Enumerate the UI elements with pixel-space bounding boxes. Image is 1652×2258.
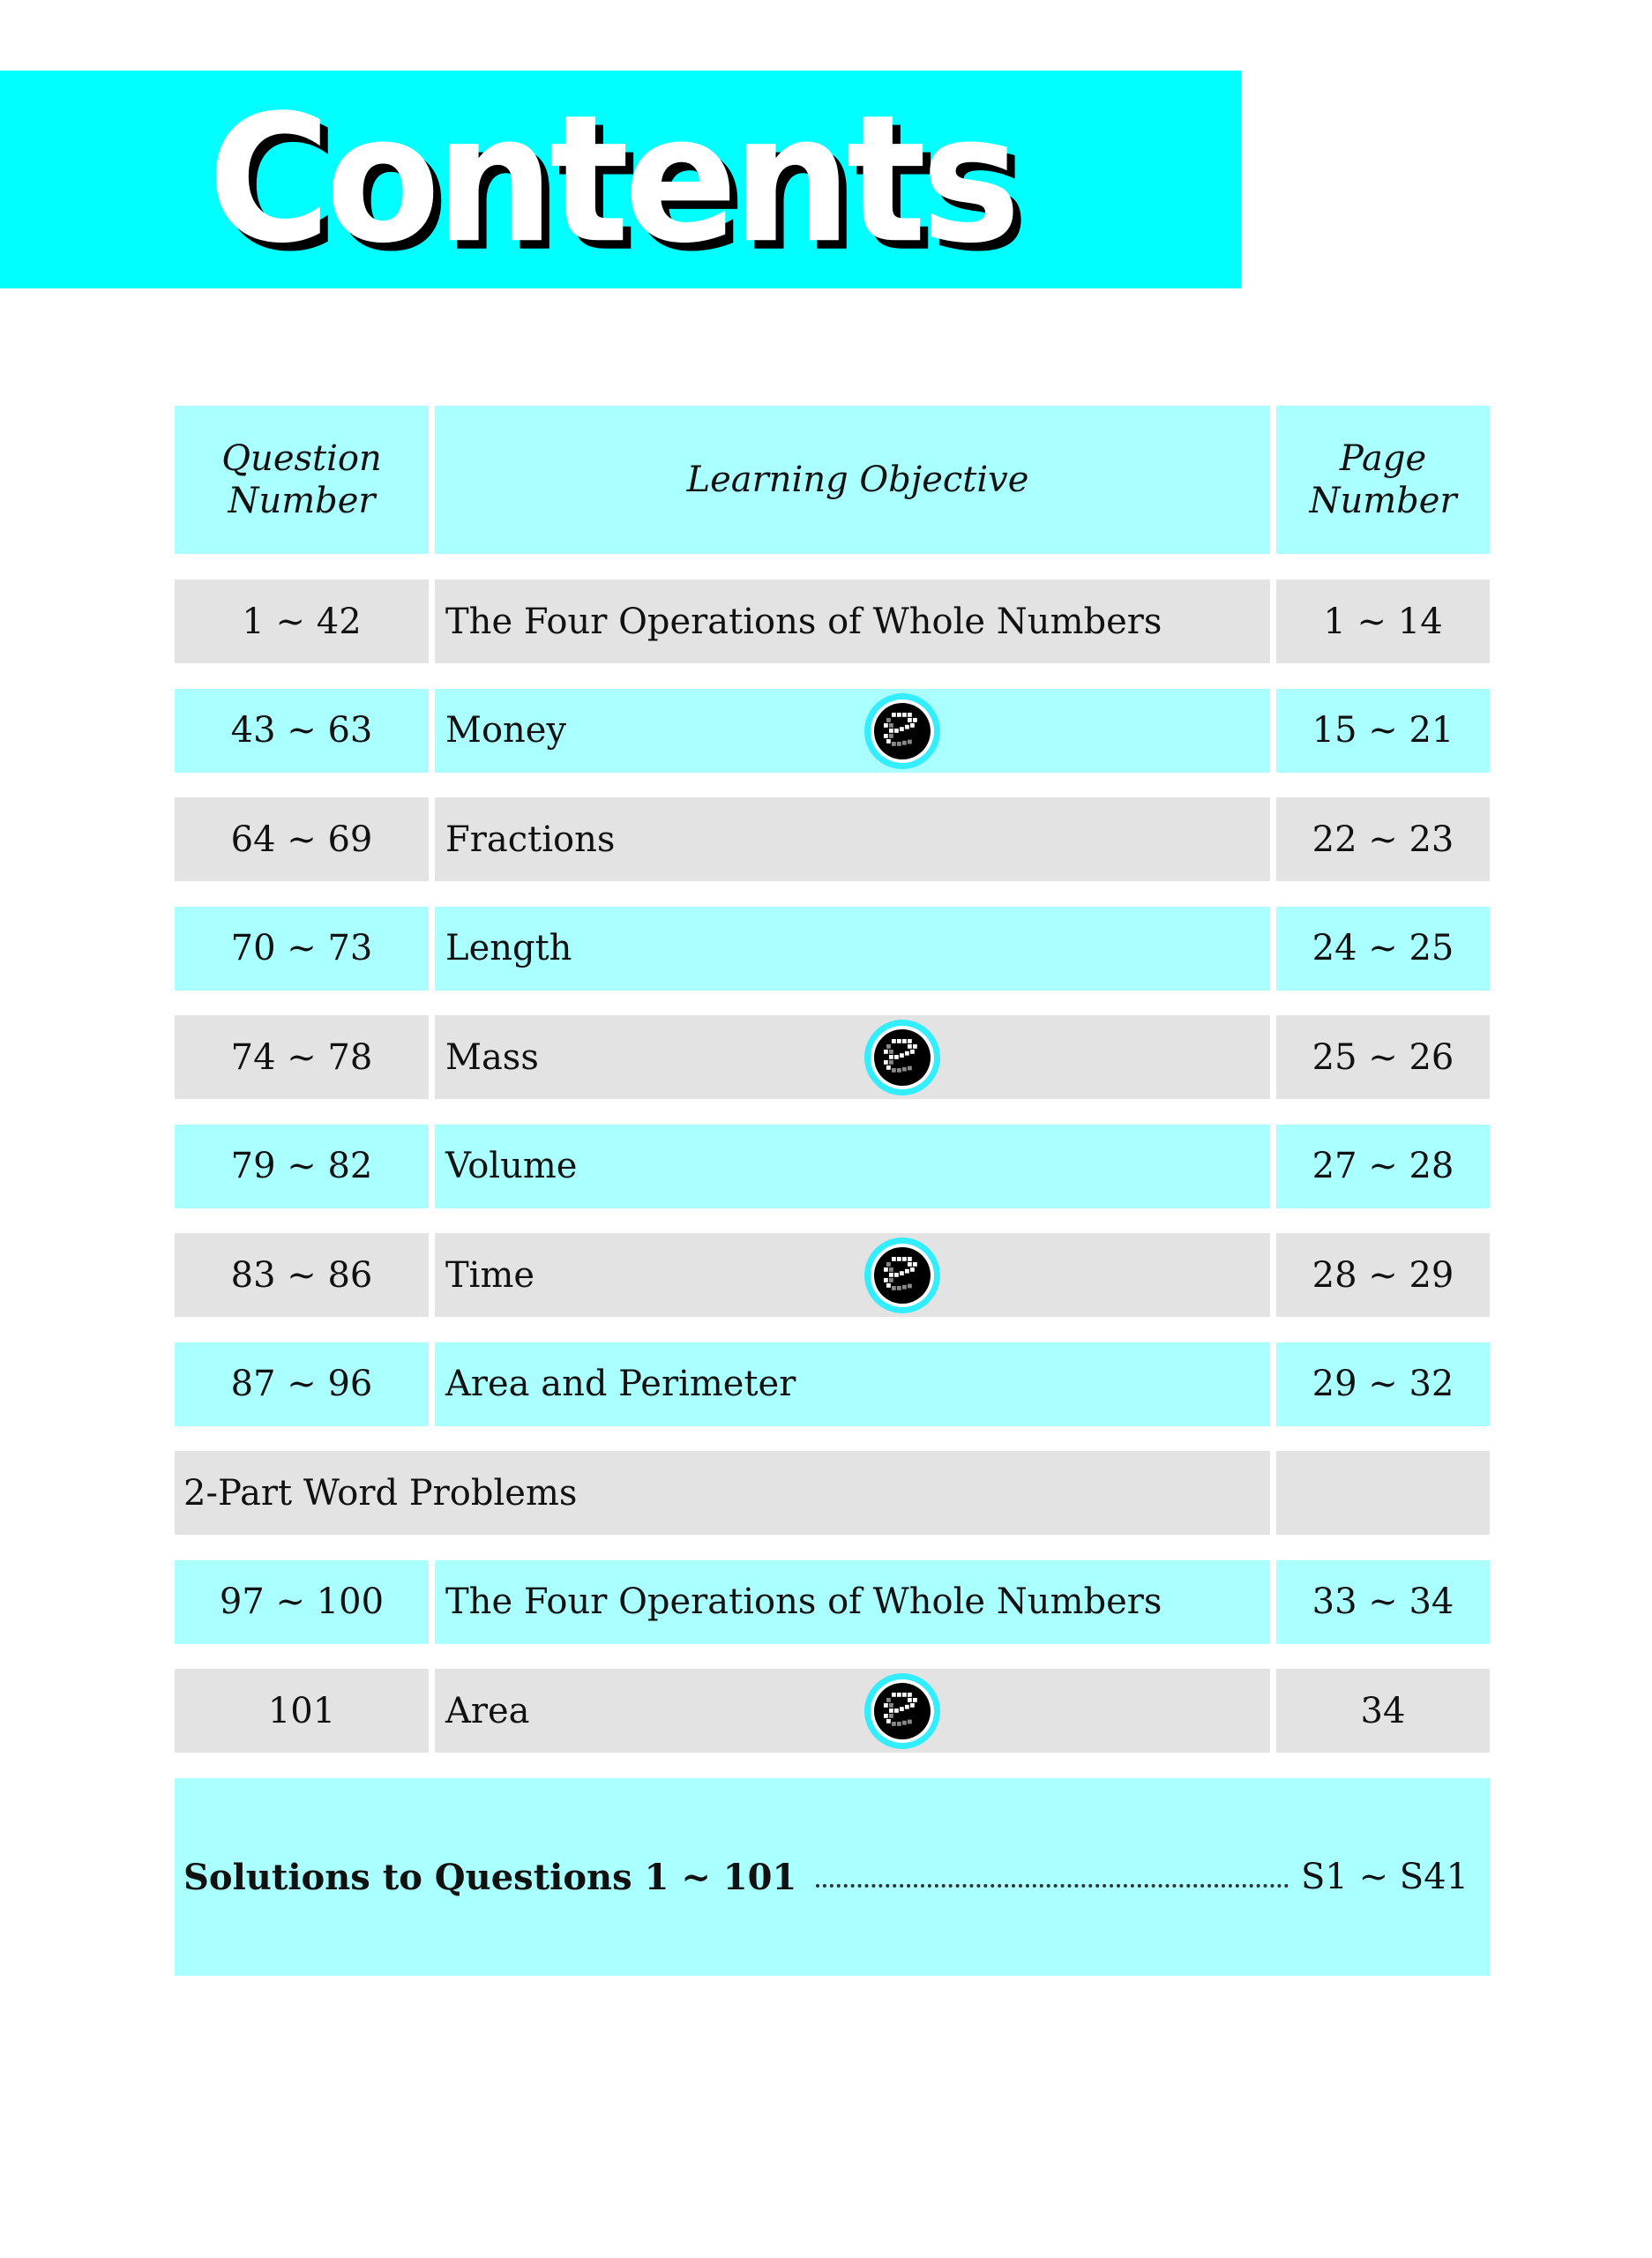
question-range: 87 ~ 96 [175, 1342, 429, 1426]
page-range: 24 ~ 25 [1276, 907, 1490, 991]
table-row[interactable] [175, 797, 1490, 881]
learning-objective: Mass [435, 1015, 1270, 1099]
page-range: 27 ~ 28 [1276, 1125, 1490, 1208]
question-range: 64 ~ 69 [175, 797, 429, 881]
table-row[interactable] [175, 1342, 1490, 1426]
question-range: 83 ~ 86 [175, 1233, 429, 1317]
question-range: 70 ~ 73 [175, 907, 429, 991]
page-range: 1 ~ 14 [1276, 579, 1490, 663]
solutions-label: Solutions to Questions 1 ~ 101 [183, 1856, 797, 1898]
activity-badge-icon [864, 1020, 940, 1095]
activity-badge-icon [864, 693, 940, 769]
page-range: 22 ~ 23 [1276, 797, 1490, 881]
header-question-number: Question Number [175, 406, 429, 554]
table-row[interactable] [175, 907, 1490, 991]
table-row[interactable] [175, 579, 1490, 663]
table-row[interactable] [175, 1015, 1490, 1099]
table-row[interactable] [175, 1669, 1490, 1753]
learning-objective: Area [435, 1669, 1270, 1753]
question-range: 79 ~ 82 [175, 1125, 429, 1208]
section-page-empty [1276, 1451, 1490, 1535]
learning-objective: Area and Perimeter [435, 1342, 1270, 1426]
solutions-row[interactable] [175, 1778, 1490, 1976]
learning-objective: The Four Operations of Whole Numbers [435, 579, 1270, 663]
page-range: 28 ~ 29 [1276, 1233, 1490, 1317]
section-title: 2-Part Word Problems [175, 1451, 1270, 1535]
question-range: 101 [175, 1669, 429, 1753]
header-page-number: Page Number [1276, 406, 1490, 554]
table-row[interactable] [175, 1560, 1490, 1644]
page-range: 25 ~ 26 [1276, 1015, 1490, 1099]
learning-objective: Length [435, 907, 1270, 991]
page-range: 29 ~ 32 [1276, 1342, 1490, 1426]
dot-leader [816, 1884, 1289, 1888]
learning-objective: Fractions [435, 797, 1270, 881]
table-row[interactable] [175, 689, 1490, 773]
title-banner [0, 71, 1241, 288]
table-row[interactable] [175, 1233, 1490, 1317]
page-range: 33 ~ 34 [1276, 1560, 1490, 1644]
question-range: 74 ~ 78 [175, 1015, 429, 1099]
question-range: 1 ~ 42 [175, 579, 429, 663]
solutions-pages: S1 ~ S41 [1301, 1857, 1469, 1897]
question-range: 97 ~ 100 [175, 1560, 429, 1644]
activity-badge-icon [864, 1237, 940, 1313]
section-row [175, 1451, 1490, 1535]
header-learning-objective: Learning Objective [435, 406, 1270, 554]
page-range: 34 [1276, 1669, 1490, 1753]
learning-objective: The Four Operations of Whole Numbers [435, 1560, 1270, 1644]
page-range: 15 ~ 21 [1276, 689, 1490, 773]
page-title: Contents [207, 77, 1016, 282]
table-row[interactable] [175, 1125, 1490, 1208]
activity-badge-icon [864, 1673, 940, 1749]
learning-objective: Volume [435, 1125, 1270, 1208]
table-header [175, 406, 1490, 554]
learning-objective: Time [435, 1233, 1270, 1317]
question-range: 43 ~ 63 [175, 689, 429, 773]
learning-objective: Money [435, 689, 1270, 773]
